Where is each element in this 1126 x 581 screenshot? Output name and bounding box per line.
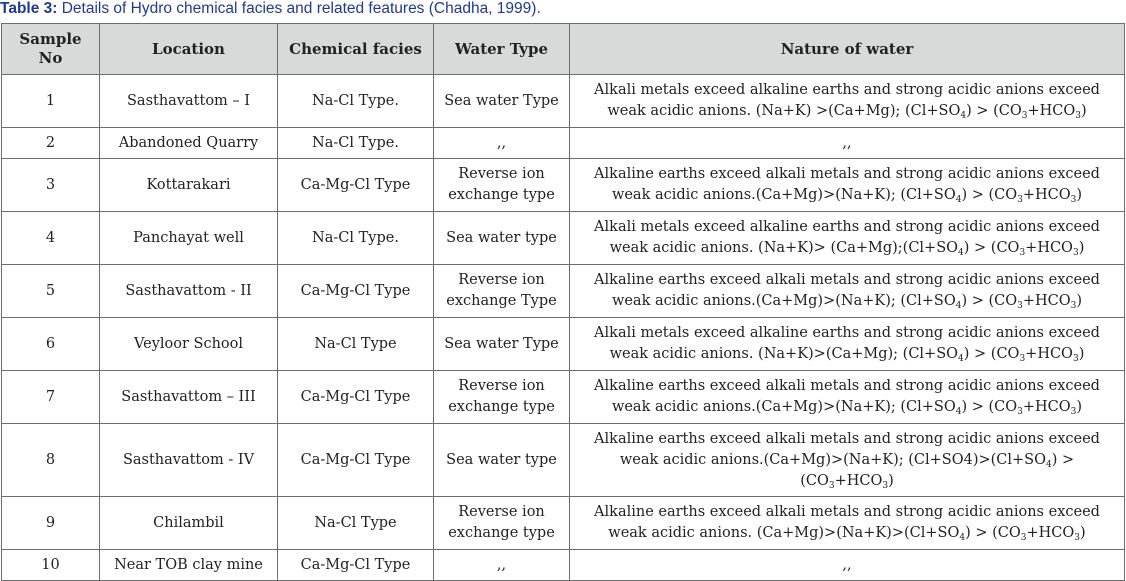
cell-location: Sasthavattom - II xyxy=(100,265,278,318)
subscript: 4 xyxy=(955,407,962,417)
nature-text: Alkali metals exceed alkaline earths and strong acidic anions exceed weak acidic anions. (Na+K)>(Ca+Mg); (Cl+SO xyxy=(594,325,1100,362)
table-row xyxy=(2,75,1125,128)
subscript: 3 xyxy=(1070,195,1077,205)
nature-text: Alkaline earths exceed alkali metals and strong acidic anions exceed weak acidic anions. (Ca+Mg)>(Na+K)>(Cl+SO xyxy=(594,504,1100,541)
table-header-row xyxy=(2,24,1125,75)
header-location: Location xyxy=(100,24,278,75)
table-caption xyxy=(0,0,1126,20)
cell-sample-no: 2 xyxy=(2,128,100,159)
hydrochemical-facies-table xyxy=(1,23,1125,581)
cell-water-type: Sea water type xyxy=(434,424,570,497)
table-row xyxy=(2,497,1125,550)
cell-chemical-facies: Ca-Mg-Cl Type xyxy=(278,265,434,318)
nature-text: ) > (CO xyxy=(963,240,1020,256)
cell-nature-of-water xyxy=(570,497,1125,550)
cell-chemical-facies: Na-Cl Type. xyxy=(278,212,434,265)
nature-text: ) > (CO xyxy=(965,525,1021,541)
nature-text: ) xyxy=(1081,103,1087,119)
cell-chemical-facies: Ca-Mg-Cl Type xyxy=(278,550,434,581)
subscript: 3 xyxy=(882,480,889,491)
cell-sample-no: 8 xyxy=(2,424,100,497)
cell-water-type: Sea water Type xyxy=(434,75,570,128)
cell-chemical-facies: Ca-Mg-Cl Type xyxy=(278,424,434,497)
nature-text: ) > (CO xyxy=(963,346,1020,362)
subscript: 4 xyxy=(955,195,962,205)
cell-water-type: ,, xyxy=(434,550,570,581)
cell-water-type: Reverse ion exchange type xyxy=(434,497,570,550)
cell-nature-of-water xyxy=(570,159,1125,212)
subscript: 3 xyxy=(1017,195,1023,205)
table-row xyxy=(2,159,1125,212)
nature-text: Alkali metals exceed alkaline earths and strong acidic anions exceed weak acidic anions. (Na+K)> (Ca+Mg);(Cl+SO xyxy=(594,219,1100,256)
nature-text: ) > (CO xyxy=(961,293,1018,309)
nature-text: +HCO xyxy=(1025,240,1073,256)
nature-text: ) xyxy=(1078,240,1085,256)
cell-nature-of-water: ,, xyxy=(570,550,1125,581)
nature-text: +HCO xyxy=(1026,525,1075,541)
nature-text: ) > (CO xyxy=(966,103,1022,119)
nature-text: ) > (CO xyxy=(800,451,1075,489)
table-row xyxy=(2,128,1125,159)
cell-nature-of-water xyxy=(570,371,1125,424)
cell-water-type: Sea water Type xyxy=(434,318,570,371)
cell-water-type: ,, xyxy=(434,128,570,159)
nature-text: Alkaline earths exceed alkali metals and strong acidic anions exceed weak acidic anions.(Ca+Mg)>(Na+K); (Cl+SO xyxy=(594,272,1100,309)
nature-text: Alkaline earths exceed alkali metals and strong acidic anions exceed weak acidic anions.(Ca+Mg)>(Na+K); (Cl+SO4)>(Cl+SO xyxy=(594,430,1100,468)
header-water-type: Water Type xyxy=(434,24,570,75)
header-chemical-facies: Chemical facies xyxy=(278,24,434,75)
cell-chemical-facies: Na-Cl Type. xyxy=(278,75,434,128)
subscript: 3 xyxy=(1072,248,1079,258)
cell-location: Sasthavattom – I xyxy=(100,75,278,128)
header-sample-no: Sample No xyxy=(2,24,100,75)
cell-sample-no: 3 xyxy=(2,159,100,212)
cell-location: Sasthavattom - IV xyxy=(100,424,278,497)
cell-location: Panchayat well xyxy=(100,212,278,265)
cell-nature-of-water xyxy=(570,318,1125,371)
cell-sample-no: 5 xyxy=(2,265,100,318)
table-caption-label: Table 3: xyxy=(0,0,58,17)
subscript: 3 xyxy=(1074,533,1081,543)
cell-sample-no: 9 xyxy=(2,497,100,550)
nature-text: +HCO xyxy=(1025,346,1073,362)
cell-nature-of-water xyxy=(570,212,1125,265)
cell-sample-no: 10 xyxy=(2,550,100,581)
cell-chemical-facies: Ca-Mg-Cl Type xyxy=(278,159,434,212)
subscript: 3 xyxy=(1070,407,1077,417)
nature-text: ) xyxy=(1076,293,1083,309)
nature-text: +HCO xyxy=(1022,187,1071,203)
subscript: 4 xyxy=(955,301,962,311)
cell-nature-of-water: ,, xyxy=(570,128,1125,159)
nature-text: +HCO xyxy=(834,472,883,489)
subscript: 3 xyxy=(1020,533,1027,543)
cell-location: Near TOB clay mine xyxy=(100,550,278,581)
nature-text: ) xyxy=(1076,399,1083,415)
cell-location: Chilambil xyxy=(100,497,278,550)
nature-text: ) xyxy=(1076,187,1083,203)
cell-sample-no: 6 xyxy=(2,318,100,371)
subscript: 3 xyxy=(1075,111,1081,121)
subscript: 4 xyxy=(958,248,964,258)
nature-text: Alkaline earths exceed alkali metals and strong acidic anions exceed weak acidic anions.(Ca+Mg)>(Na+K); (Cl+SO xyxy=(594,166,1100,203)
cell-location: Kottarakari xyxy=(100,159,278,212)
table-row xyxy=(2,371,1125,424)
nature-text: ) xyxy=(1078,346,1085,362)
table-row xyxy=(2,212,1125,265)
subscript: 3 xyxy=(1070,301,1077,311)
cell-water-type: Reverse ion exchange type xyxy=(434,159,570,212)
cell-nature-of-water xyxy=(570,265,1125,318)
subscript: 3 xyxy=(828,480,835,491)
nature-text: Alkaline earths exceed alkali metals and strong acidic anions exceed weak acidic anions.(Ca+Mg)>(Na+K); (Cl+SO xyxy=(594,378,1100,415)
cell-location: Abandoned Quarry xyxy=(100,128,278,159)
cell-water-type: Reverse ion exchange Type xyxy=(434,265,570,318)
table-row xyxy=(2,424,1125,497)
table-row xyxy=(2,318,1125,371)
cell-sample-no: 4 xyxy=(2,212,100,265)
cell-water-type: Sea water type xyxy=(434,212,570,265)
cell-chemical-facies: Na-Cl Type. xyxy=(278,128,434,159)
subscript: 3 xyxy=(1019,248,1026,258)
subscript: 3 xyxy=(1019,354,1026,364)
subscript: 4 xyxy=(958,354,964,364)
table-row xyxy=(2,265,1125,318)
cell-location: Sasthavattom – III xyxy=(100,371,278,424)
nature-text: ) > (CO xyxy=(961,399,1018,415)
nature-text: +HCO xyxy=(1027,103,1076,119)
cell-location: Veyloor School xyxy=(100,318,278,371)
header-nature-of-water: Nature of water xyxy=(570,24,1125,75)
cell-nature-of-water xyxy=(570,75,1125,128)
cell-water-type: Reverse ion exchange type xyxy=(434,371,570,424)
nature-text: ) xyxy=(1080,525,1086,541)
subscript: 3 xyxy=(1021,111,1028,121)
cell-chemical-facies: Na-Cl Type xyxy=(278,318,434,371)
table-caption-text: Details of Hydro chemical facies and related features (Chadha, 1999). xyxy=(57,0,541,17)
nature-text: +HCO xyxy=(1022,399,1071,415)
nature-text: ) xyxy=(888,472,894,489)
nature-text: +HCO xyxy=(1022,293,1071,309)
cell-sample-no: 7 xyxy=(2,371,100,424)
cell-chemical-facies: Ca-Mg-Cl Type xyxy=(278,371,434,424)
subscript: 3 xyxy=(1017,301,1023,311)
cell-sample-no: 1 xyxy=(2,75,100,128)
subscript: 4 xyxy=(1046,459,1052,470)
nature-text: Alkali metals exceed alkaline earths and strong acidic anions exceed weak acidic anions. (Na+K) >(Ca+Mg); (Cl+SO xyxy=(594,82,1100,119)
subscript: 3 xyxy=(1017,407,1023,417)
table-row xyxy=(2,550,1125,581)
subscript: 3 xyxy=(1072,354,1079,364)
subscript: 4 xyxy=(960,111,967,121)
subscript: 4 xyxy=(959,533,966,543)
cell-chemical-facies: Na-Cl Type xyxy=(278,497,434,550)
nature-text: ) > (CO xyxy=(961,187,1018,203)
cell-nature-of-water xyxy=(570,424,1125,497)
